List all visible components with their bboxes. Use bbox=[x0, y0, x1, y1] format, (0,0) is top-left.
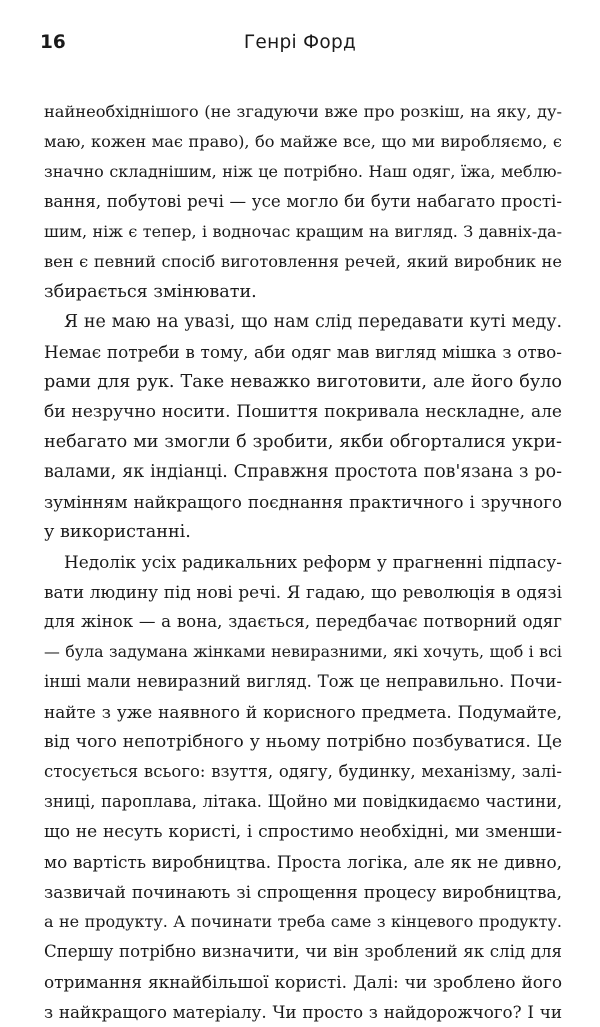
text-line: вати людину під нові речі. Я гадаю, що революція в одязі bbox=[44, 582, 562, 602]
text-line: стосується всього: взуття, одягу, будинку, механізму, залі- bbox=[44, 762, 562, 781]
text-line: Я не маю на увазі, що нам слід передавати куті меду. bbox=[64, 312, 562, 332]
text-line: зазвичай починають зі спрощення процесу виробництва, bbox=[44, 882, 562, 902]
text-line: значно складнішим, ніж це потрібно. Наш одяг, їжа, меблю- bbox=[44, 162, 562, 181]
text-line: від чого непотрібного у ньому потрібно позбуватися. Це bbox=[44, 732, 562, 752]
text-line: отримання якнайбільшої користі. Далі: чи зроблено його bbox=[44, 972, 562, 992]
text-line: мо вартість виробництва. Проста логіка, але як не дивно, bbox=[44, 852, 562, 872]
text-line: Спершу потрібно визначити, чи він зроблений як слід для bbox=[44, 942, 562, 961]
text-line: рами для рук. Таке неважко виготовити, але його було bbox=[44, 372, 562, 392]
text-line: валами, як індіанці. Справжня простота пов'язана з ро- bbox=[44, 462, 562, 482]
text-line: зумінням найкращого поєднання практичного і зручного bbox=[44, 492, 562, 512]
text-line: збирається змінювати. bbox=[44, 282, 257, 302]
body-text bbox=[44, 97, 562, 1027]
text-line: найте з уже наявного й корисного предмета. Подумайте, bbox=[44, 702, 562, 722]
text-line: що не несуть користі, і спростимо необхідні, ми зменши- bbox=[44, 822, 562, 842]
text-line: шим, ніж є тепер, і водночас кращим на вигляд. З давніх-да- bbox=[44, 222, 562, 241]
text-line: маю, кожен має право), бо майже все, що ми виробляємо, є bbox=[44, 132, 562, 151]
running-title: Генрі Форд bbox=[243, 32, 357, 53]
text-line: інші мали невиразний вигляд. Тож це неправильно. Почи- bbox=[44, 672, 562, 691]
text-line: Недолік усіх радикальних реформ у прагненні підпасу- bbox=[64, 552, 562, 572]
text-line: а не продукту. А починати треба саме з кінцевого продукту. bbox=[44, 912, 562, 931]
text-line: для жінок — а вона, здається, передбачає потворний одяг bbox=[44, 612, 562, 631]
text-line: найнеобхіднішого (не згадуючи вже про розкіш, на яку, ду- bbox=[44, 102, 562, 121]
text-line: небагато ми змогли б зробити, якби обгорталися укри- bbox=[44, 432, 562, 452]
text-line: Немає потреби в тому, аби одяг мав вигляд мішка з отво- bbox=[44, 342, 562, 362]
text-line: вен є певний спосіб виготовлення речей, який виробник не bbox=[44, 252, 562, 271]
text-line: — була задумана жінками невиразними, які хочуть, щоб і всі bbox=[44, 642, 562, 661]
text-line: з найкращого матеріалу. Чи просто з найдорожчого? І чи bbox=[44, 1002, 562, 1022]
running-header bbox=[40, 30, 560, 56]
page-number: 16 bbox=[40, 32, 66, 53]
text-line: вання, побутові речі — усе могло би бути набагато прості- bbox=[44, 192, 562, 211]
text-line: би незручно носити. Пошиття покривала нескладне, але bbox=[44, 402, 562, 422]
text-line: у використанні. bbox=[44, 522, 191, 542]
text-line: зниці, пароплава, літака. Щойно ми повідкидаємо частини, bbox=[44, 792, 562, 811]
